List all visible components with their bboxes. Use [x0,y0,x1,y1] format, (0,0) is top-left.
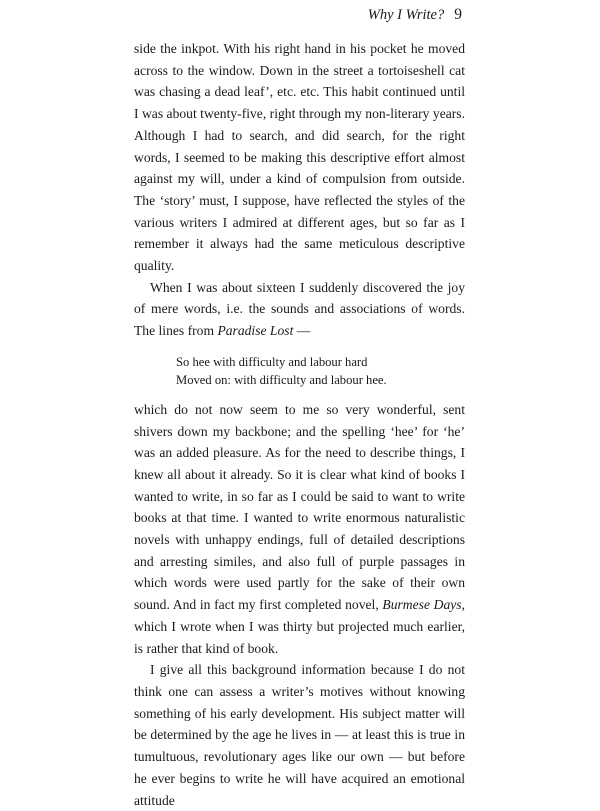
paragraph-2-text: When I was about sixteen I suddenly discovered the joy of mere words, i.e. the sounds and associations of words. The lines from [134,279,465,339]
paragraph-1-text: side the inkpot. With his right hand in his pocket he moved across to the window. Down in the street a tortoiseshell cat was chasing a dead leaf’, etc. etc. This habit continued until I was about twenty-five, right through my non-literary years. Although I had to search, and did search, for the right words, I seemed to be making this descriptive effort almost against my will, under a kind of compulsion from outside. The ‘story’ must, I suppose, have reflected the styles of the various writers I admired at different ages, but so far as I remember it always had the same meticulous descriptive quality. [134,41,465,274]
running-title: Why I Write? [367,7,445,23]
burmese-days-title: Burmese Days [382,597,462,613]
paragraph-1 [134,38,465,277]
paragraph-2 [134,277,465,342]
paragraph-4-text: I give all this background information because I do not think one can assess a writer’s motives without knowing something of his early development. His subject matter will be determined by the age he lives in — at least this is true in tumultuous, revolutionary ages like our own — but before he ever begins to write he will have acquired an emotional attitude [134,662,465,808]
paragraph-3-text: which do not now seem to me so very wonderful, sent shivers down my backbone; and the spelling ‘hee’ for ‘he’ was an added pleasure. As for the need to describe things, I knew all about it already. So it is clear what kind of books I wanted to write, in so far as I could be said to want to write books at that time. I wanted to write enormous naturalistic novels with unhappy endings, full of detailed descriptions and arresting similes, and also full of purple passages in which words were used partly for the sake of their own sound. And in fact my first completed novel, [134,401,465,613]
paradise-lost-title: Paradise Lost [217,323,294,339]
verse-line-2: Moved on: with difficulty and labour hee. [176,372,387,387]
paragraph-3-end: , which I wrote when I was thirty but projected much earlier, is rather that kind of book. [134,597,465,656]
page-number: 9 [454,6,462,23]
paragraph-2-dash: — [293,323,311,339]
verse-quote [176,353,465,389]
verse-line-1: So hee with difficulty and labour hard [176,354,368,369]
body-text [134,38,465,811]
running-head [368,6,462,24]
paragraph-4 [134,659,465,811]
paragraph-3 [134,399,465,659]
